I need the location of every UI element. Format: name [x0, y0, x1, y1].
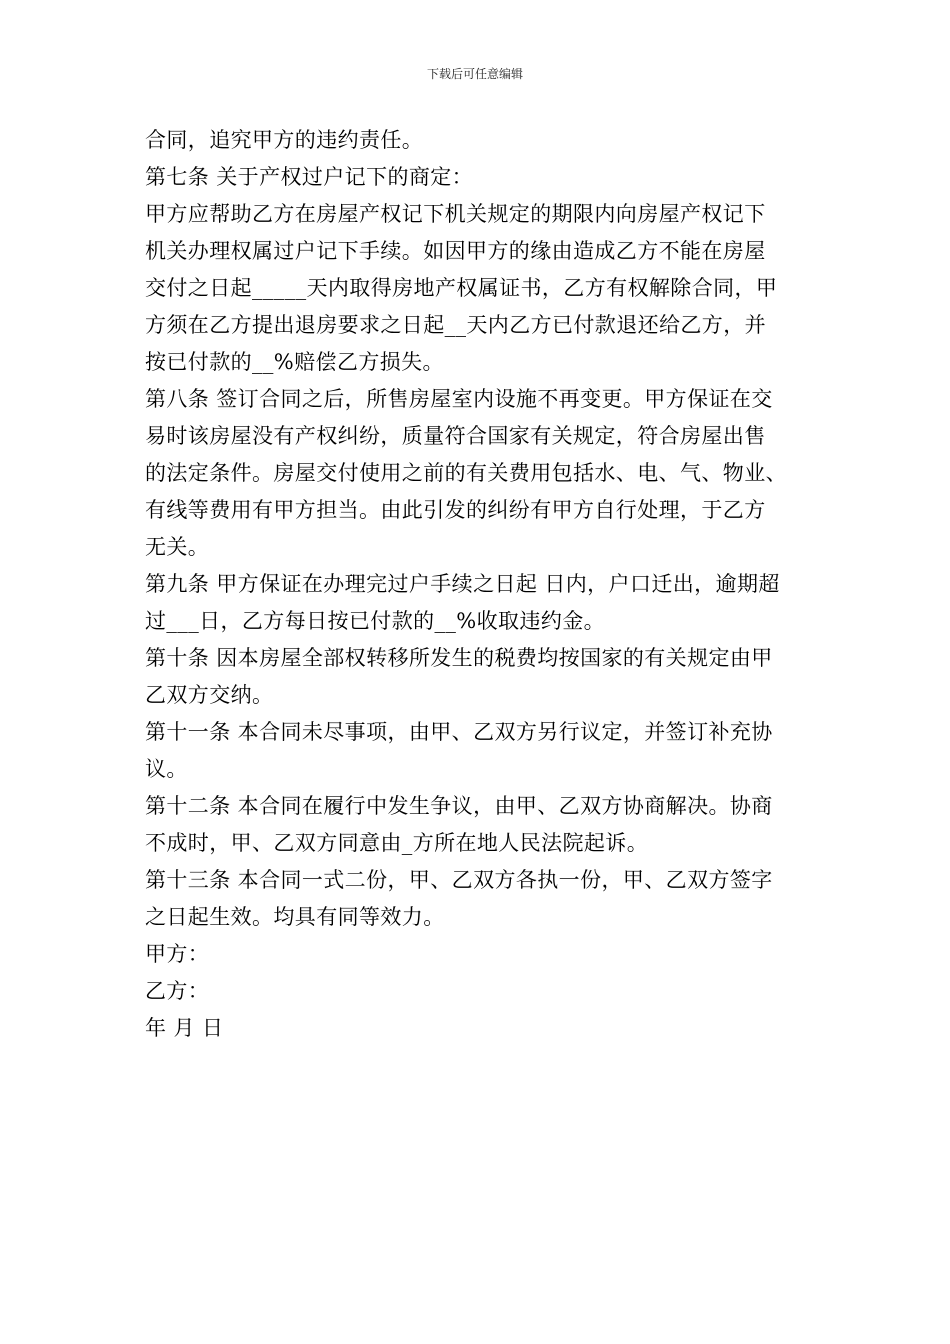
article-11-text: 第十一条 本合同未尽事项，由甲、乙双方另行议定，并签订补充协 — [145, 720, 773, 744]
text-line: 的法定条件。房屋交付使用之前的有关费用包括水、电、气、物业、 — [145, 461, 787, 485]
text-line: 无关。 — [145, 535, 210, 559]
text-line: 方须在乙方提出退房要求之日起__天内乙方已付款退还给乙方，并 — [145, 313, 766, 337]
text-line: 过___日，乙方每日按已付款的__%收取违约金。 — [145, 609, 606, 633]
party-b-signature-label: 乙方： — [145, 979, 210, 1003]
article-13-text: 第十三条 本合同一式二份，甲、乙双方各执一份，甲、乙双方签字 — [145, 868, 773, 892]
text-line: 易时该房屋没有产权纠纷，质量符合国家有关规定，符合房屋出售 — [145, 424, 766, 448]
article-7-heading: 第七条 关于产权过户记下的商定： — [145, 165, 474, 189]
document-body — [145, 122, 810, 1047]
article-10-text: 第十条 因本房屋全部权转移所发生的税费均按国家的有关规定由甲 — [145, 646, 773, 670]
text-line: 机关办理权属过户记下手续。如因甲方的缘由造成乙方不能在房屋 — [145, 239, 766, 263]
text-line: 交付之日起_____天内取得房地产权属证书，乙方有权解除合同，甲 — [145, 276, 778, 300]
text-line: 有线等费用有甲方担当。由此引发的纠纷有甲方自行处理，于乙方 — [145, 498, 766, 522]
text-line: 乙双方交纳。 — [145, 683, 274, 707]
article-12-text: 第十二条 本合同在履行中发生争议，由甲、乙双方协商解决。协商 — [145, 794, 773, 818]
page-header: 下载后可任意编辑 — [426, 67, 523, 81]
party-a-signature-label: 甲方： — [145, 942, 210, 966]
text-line: 之日起生效。均具有同等效力。 — [145, 905, 445, 929]
date-line: 年 月 日 — [145, 1016, 224, 1040]
text-line: 合同，追究甲方的违约责任。 — [145, 128, 424, 152]
text-line: 按已付款的__%赔偿乙方损失。 — [145, 350, 444, 374]
article-8-text: 第八条 签订合同之后，所售房屋室内设施不再变更。甲方保证在交 — [145, 387, 773, 411]
text-line: 不成时，甲、乙双方同意由_方所在地人民法院起诉。 — [145, 831, 649, 855]
text-line: 议。 — [145, 757, 188, 781]
article-9-text: 第九条 甲方保证在办理完过户手续之日起 日内，户口迁出，逾期超 — [145, 572, 780, 596]
text-line: 甲方应帮助乙方在房屋产权记下机关规定的期限内向房屋产权记下 — [145, 202, 766, 226]
